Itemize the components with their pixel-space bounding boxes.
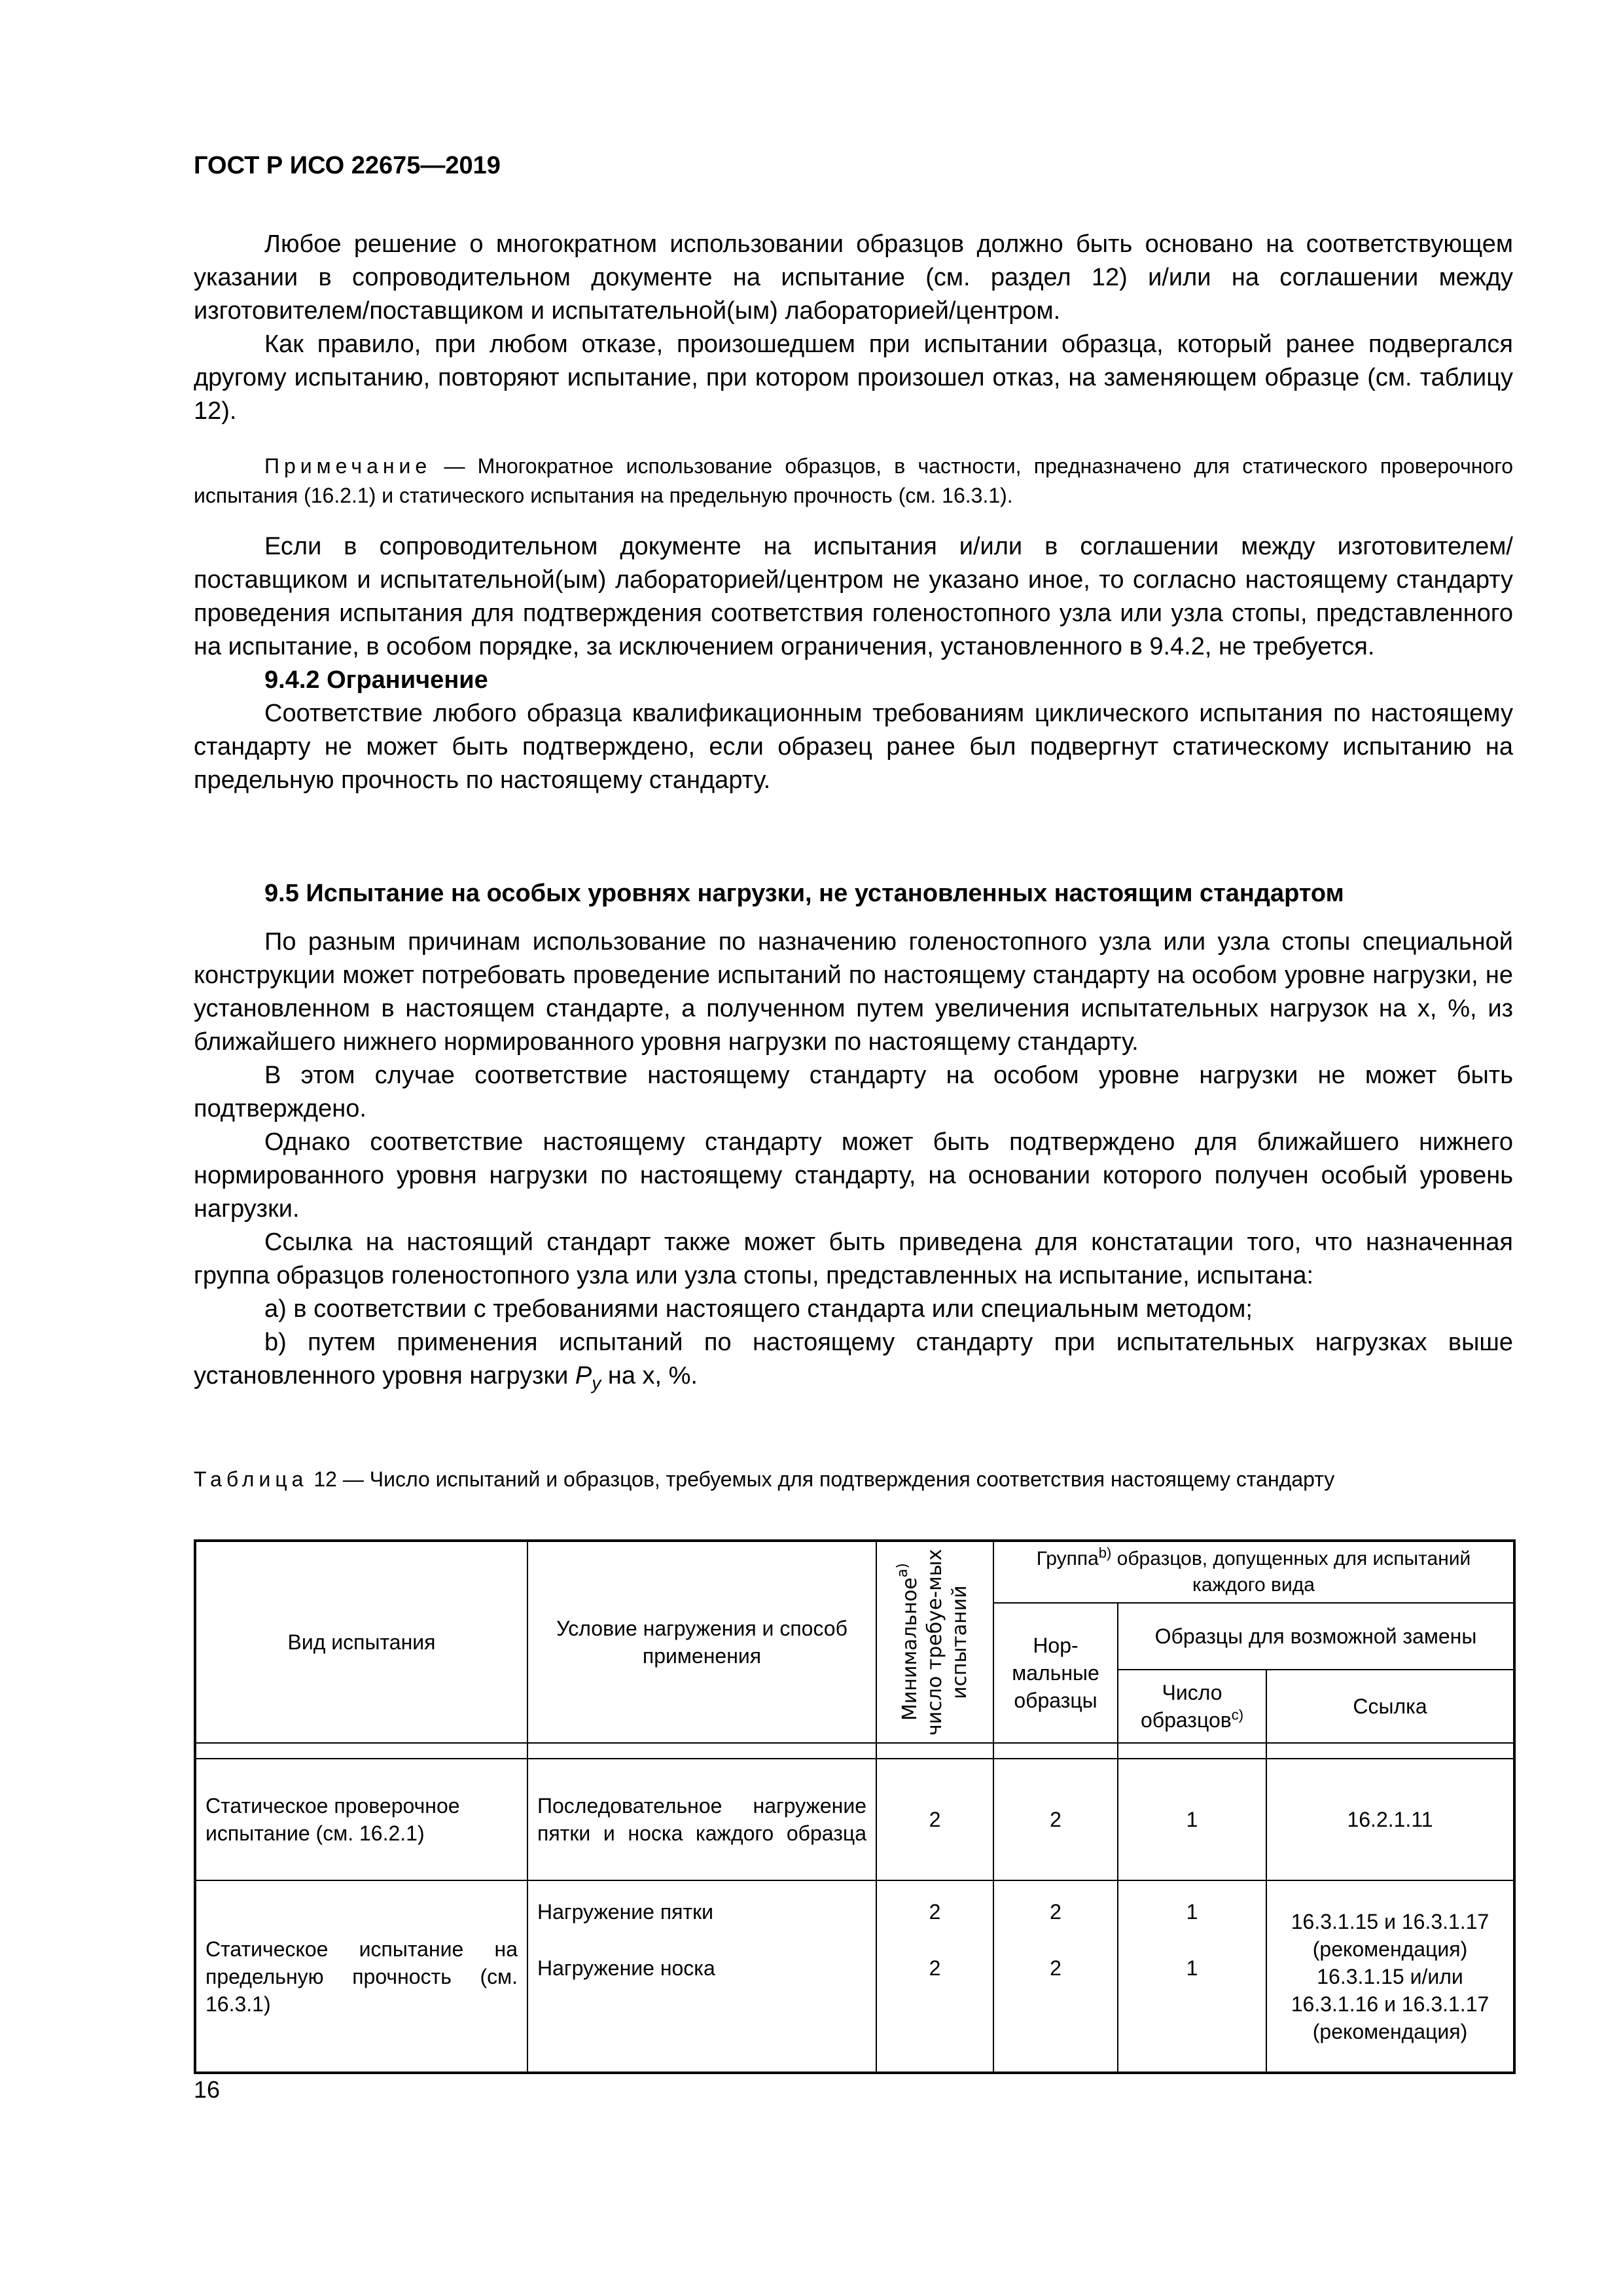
cell-normal	[993, 1880, 1118, 2073]
paragraph-text: Если в сопроводительном документе на испытания и/или в соглашении между изготовителем/поставщиком и испытательной(ым) лабораторией/центром не указано иное, то согласно настоящему стандарту проведения испытания для подтверждения соответствия голеностопного узла или узла стопы, представленного на испытание, в особом порядке, за исключением ограничения, установленного в 9.4.2, не требуется.	[194, 533, 1513, 660]
header-min-tests	[876, 1541, 993, 1743]
document-header: ГОСТ Р ИСО 22675—2019	[194, 152, 501, 179]
section-9-5-body	[194, 925, 1513, 1400]
cell-reference: 16.2.1.11	[1266, 1759, 1514, 1880]
footnote-a: a)	[894, 1563, 911, 1578]
section-heading-9-4-2: 9.4.2 Ограничение	[264, 666, 488, 694]
header-sample-count-text: Число образцов	[1140, 1681, 1232, 1732]
paragraph-text: Как правило, при любом отказе, произошедшем при испытании образца, который ранее подвергался другому испытанию, повторяют испытание, при котором произошел отказ, на заменяющем образце (см. таблицу 12).	[194, 331, 1513, 425]
list-item-b-text-end: на x, %.	[601, 1362, 698, 1390]
paragraph-text: По разным причинам использование по назначению голеностопного узла или узла стопы специальной конструкции может потребовать проведение испытаний по настоящему стандарту на особом уровне нагрузки, не установленном в настоящем стандарте, а полученном путем увеличения испытательных нагрузок на x, %, из ближайшего нижнего нормированного уровня нагрузки по настоящему стандарту.	[194, 928, 1513, 1056]
cell-normal: 2	[993, 1759, 1118, 1880]
header-min-tests-text: Минимальное	[898, 1577, 921, 1721]
cell-min-tests: 2	[876, 1759, 993, 1880]
cell-value: 2	[929, 1956, 941, 1980]
symbol-p: P	[575, 1362, 592, 1390]
header-group-text-2: образцов, допущенных для испытаний каждого вида	[1111, 1548, 1471, 1596]
cell-value: 2	[929, 1900, 941, 1924]
header-test-type: Вид испытания	[195, 1541, 527, 1743]
table-row	[195, 1880, 1514, 2073]
cell-count: 1	[1118, 1759, 1266, 1880]
paragraph-text: Соответствие любого образца квалификационным требованиям циклического испытания по настоящему стандарту не может быть подтверждено, если образец ранее был подвергнут статическому испытанию на предельную прочность по настоящему стандарту.	[194, 700, 1513, 794]
cell-condition-toe: Нагружение носка	[537, 1956, 715, 1980]
table-caption	[194, 1465, 1513, 1494]
note-label: Примечание	[264, 454, 432, 478]
paragraph-default-procedure	[194, 530, 1513, 797]
cell-value: 1	[1186, 1956, 1198, 1980]
table-caption-text: 12 — Число испытаний и образцов, требуемых для подтверждения соответствия настоящему стандарту	[308, 1467, 1335, 1491]
header-group	[993, 1541, 1514, 1603]
table-header-row-1	[195, 1541, 1514, 1603]
cell-min-tests	[876, 1880, 993, 2073]
header-reference: Ссылка	[1266, 1670, 1514, 1743]
cell-condition-heel: Нагружение пятки	[537, 1900, 713, 1924]
header-replacement-samples: Образцы для возможной замены	[1118, 1603, 1514, 1670]
header-min-tests-text-2: число требуе-мых испытаний	[923, 1549, 971, 1736]
cell-test-type: Статическое испытание на предельную прочность (см. 16.3.1)	[195, 1880, 527, 2073]
footnote-b: b)	[1098, 1545, 1112, 1561]
header-separator	[195, 1743, 1514, 1759]
header-group-text: Группа	[1036, 1548, 1099, 1570]
list-item-b	[194, 1326, 1513, 1400]
list-item-b-text: b) путем применения испытаний по настоящему стандарту при испытательных нагрузках выше установленного уровня нагрузки	[194, 1329, 1513, 1390]
note-block	[194, 452, 1513, 511]
table-caption-label: Таблица	[194, 1467, 308, 1491]
table-row	[195, 1759, 1514, 1880]
symbol-subscript: y	[592, 1372, 601, 1393]
cell-reference: 16.3.1.15 и 16.3.1.17 (рекомендация) 16.3.1.15 и/или 16.3.1.16 и 16.3.1.17 (рекомендация)	[1266, 1880, 1514, 2073]
cell-condition: Последовательное нагружение пятки и носка каждого образца	[527, 1759, 876, 1880]
paragraph-text: Любое решение о многократном использовании образцов должно быть основано на соответствующем указании в сопроводительном документе на испытание (см. раздел 12) и/или на соглашении между изготовителем/поставщиком и испытательной(ым) лабораторией/центром.	[194, 230, 1513, 325]
cell-count	[1118, 1880, 1266, 2073]
cell-value: 1	[1186, 1900, 1198, 1924]
paragraph-text: Ссылка на настоящий стандарт также может быть приведена для констатации того, что назначенная группа образцов голеностопного узла или узла стопы, представленных на испытание, испытана:	[194, 1229, 1513, 1289]
header-sample-count	[1118, 1670, 1266, 1743]
list-item-a: a) в соответствии с требованиями настоящего стандарта или специальным методом;	[264, 1295, 1253, 1323]
heading-text: 9.5 Испытание на особых уровнях нагрузки, не установленных настоящим стандартом	[264, 880, 1344, 907]
cell-value: 2	[1050, 1900, 1061, 1924]
cell-test-type: Статическое проверочное испытание (см. 16.2.1)	[195, 1759, 527, 1880]
header-normal-samples: Нор-мальные образцы	[993, 1603, 1118, 1743]
table-12	[194, 1539, 1516, 2074]
paragraph-text: Однако соответствие настоящему стандарту может быть подтверждено для ближайшего нижнего нормированного уровня нагрузки по настоящему стандарту, на основании которого получен особый уровень нагрузки.	[194, 1128, 1513, 1223]
section-heading-9-5	[194, 877, 1513, 910]
header-load-condition: Условие нагружения и способ применения	[527, 1541, 876, 1743]
paragraph-reuse-decision	[194, 228, 1513, 428]
note-text: — Многократное использование образцов, в частности, предназначено для статического проверочного испытания (16.2.1) и статического испытания на предельную прочность (см. 16.3.1).	[194, 454, 1513, 507]
footnote-c: c)	[1231, 1706, 1244, 1723]
paragraph-text: В этом случае соответствие настоящему стандарту на особом уровне нагрузки не может быть подтверждено.	[194, 1062, 1513, 1122]
cell-value: 2	[1050, 1956, 1061, 1980]
cell-condition	[527, 1880, 876, 2073]
page-number: 16	[194, 2076, 221, 2103]
